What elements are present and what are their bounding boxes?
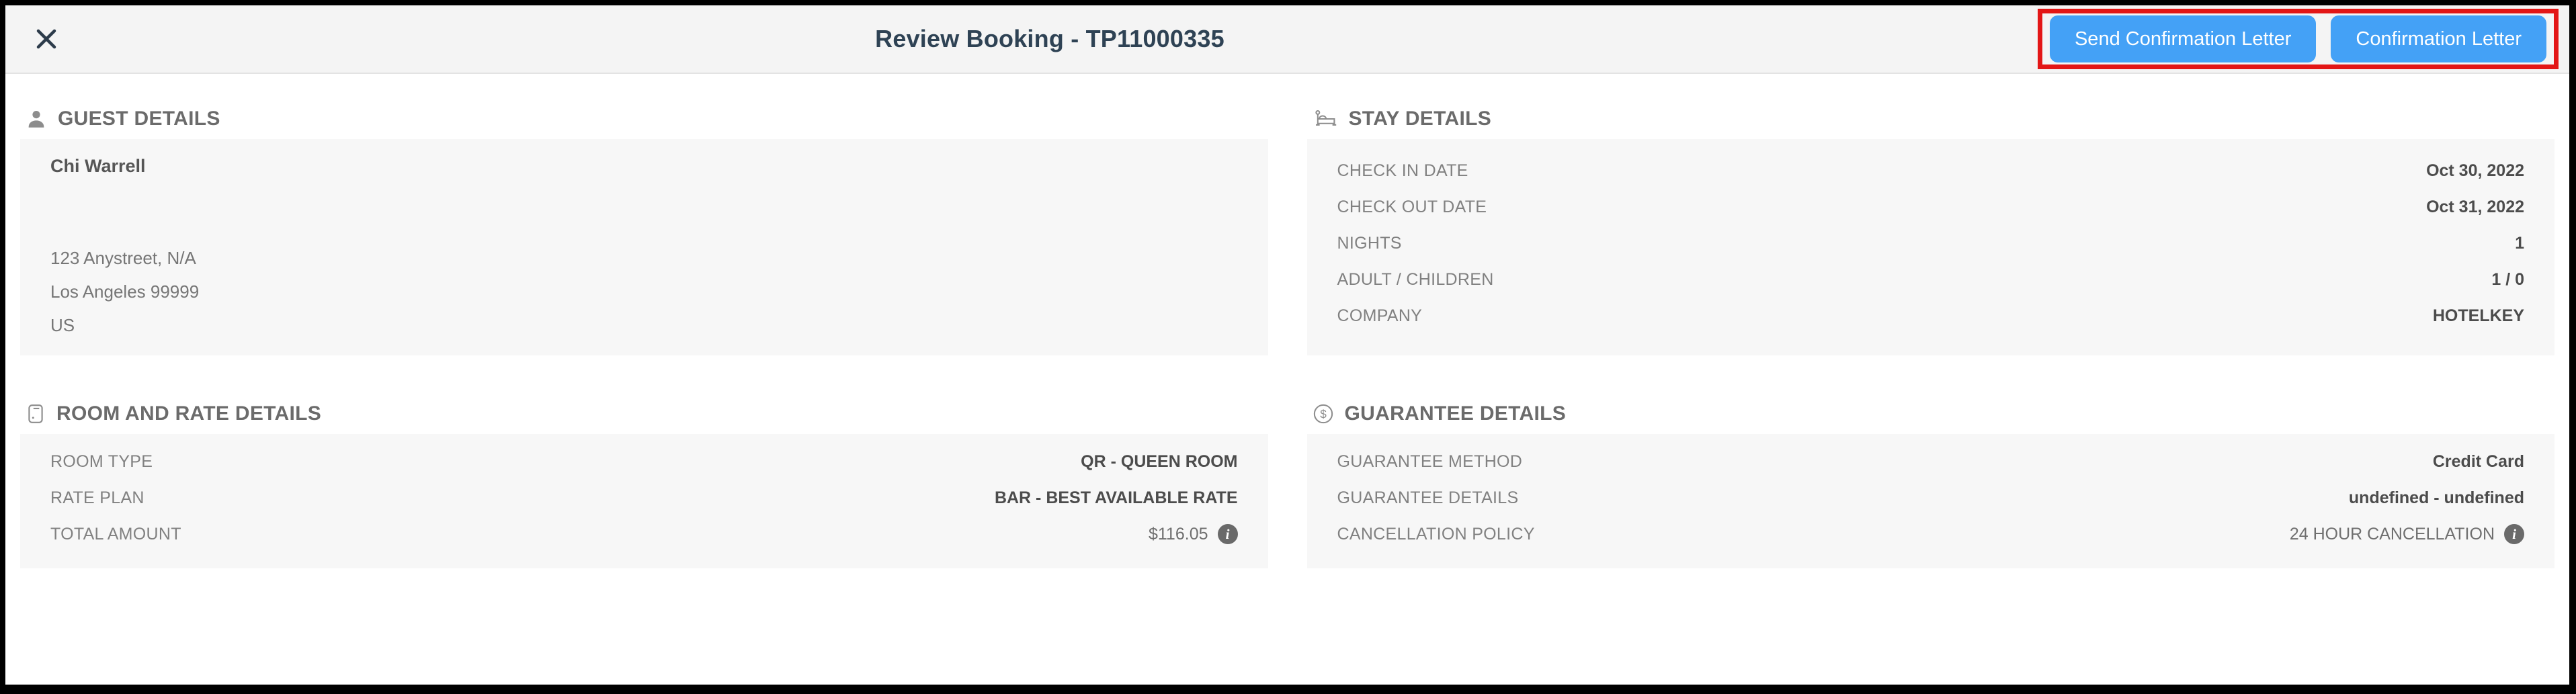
room-row — [50, 516, 1238, 552]
room-rate-details-section — [20, 399, 1268, 568]
guarantee-details-panel — [1307, 434, 2555, 568]
section-title: GUEST DETAILS — [58, 107, 220, 130]
confirmation-letter-button[interactable]: Confirmation Letter — [2331, 15, 2546, 62]
close-icon — [36, 28, 57, 50]
dollar-circle-icon — [1313, 403, 1334, 425]
stay-details-section — [1307, 104, 2555, 355]
room-row — [50, 443, 1238, 480]
section-title: GUARANTEE DETAILS — [1344, 402, 1567, 425]
stay-row — [1337, 261, 2525, 298]
guest-address-line: Los Angeles 99999 — [50, 281, 200, 302]
stay-details-header — [1313, 104, 2555, 134]
cancellation-policy: 24 HOUR CANCELLATION — [2289, 524, 2495, 544]
row-label: ROOM TYPE — [50, 451, 153, 471]
door-icon — [26, 403, 46, 425]
row-value: Oct 31, 2022 — [2426, 197, 2524, 216]
guest-details-panel — [20, 139, 1268, 355]
row-label: NIGHTS — [1337, 233, 1402, 253]
guarantee-details-section — [1307, 399, 2555, 568]
row-label: CHECK IN DATE — [1337, 161, 1468, 180]
room-rate-details-panel — [20, 434, 1268, 568]
row-label: COMPANY — [1337, 306, 1423, 325]
guarantee-row — [1337, 480, 2525, 516]
section-title: STAY DETAILS — [1348, 107, 1492, 130]
guarantee-details-header — [1313, 399, 2555, 429]
row-value: HOTELKEY — [2432, 306, 2524, 325]
guest-name: Chi Warrell — [50, 156, 146, 176]
row-label: CHECK OUT DATE — [1337, 197, 1487, 216]
row-value: QR - QUEEN ROOM — [1081, 451, 1238, 471]
svg-text:$: $ — [1319, 407, 1327, 421]
review-booking-modal — [5, 5, 2569, 685]
guest-address-line: US — [50, 315, 75, 335]
guest-details-header — [26, 104, 1268, 134]
room-rate-details-header — [26, 399, 1268, 429]
row-label: CANCELLATION POLICY — [1337, 524, 1535, 544]
row-label: RATE PLAN — [50, 488, 144, 507]
row-label: GUARANTEE DETAILS — [1337, 488, 1519, 507]
info-icon[interactable]: i — [1218, 524, 1238, 544]
stay-row — [1337, 153, 2525, 189]
info-icon[interactable]: i — [2504, 524, 2524, 544]
row-value — [2290, 524, 2524, 544]
send-confirmation-letter-button[interactable]: Send Confirmation Letter — [2050, 15, 2316, 62]
total-amount: $116.05 — [1148, 524, 1208, 544]
bed-icon — [1313, 108, 1338, 130]
stay-row — [1337, 225, 2525, 261]
stay-row — [1337, 298, 2525, 334]
row-value: 1 — [2515, 233, 2524, 253]
person-icon — [26, 108, 47, 130]
modal-header — [5, 5, 2569, 74]
close-button[interactable] — [31, 24, 62, 54]
guarantee-row — [1337, 443, 2525, 480]
page-title: Review Booking - TP11000335 — [875, 25, 1224, 52]
row-value: 1 / 0 — [2491, 269, 2524, 289]
row-value: undefined - undefined — [2348, 488, 2524, 507]
stay-details-panel — [1307, 139, 2555, 355]
guarantee-row — [1337, 516, 2525, 552]
room-row — [50, 480, 1238, 516]
row-label: ADULT / CHILDREN — [1337, 269, 1494, 289]
row-label: GUARANTEE METHOD — [1337, 451, 1523, 471]
row-value: BAR - BEST AVAILABLE RATE — [994, 488, 1238, 507]
row-label: TOTAL AMOUNT — [50, 524, 181, 544]
section-title: ROOM AND RATE DETAILS — [56, 402, 322, 425]
row-value — [1149, 524, 1238, 544]
modal-body — [5, 74, 2569, 568]
stay-row — [1337, 189, 2525, 225]
guest-address-line: 123 Anystreet, N/A — [50, 248, 196, 268]
row-value: Credit Card — [2432, 451, 2524, 471]
highlight-box — [2038, 9, 2559, 69]
guest-details-section — [20, 104, 1268, 355]
row-value: Oct 30, 2022 — [2426, 161, 2524, 180]
